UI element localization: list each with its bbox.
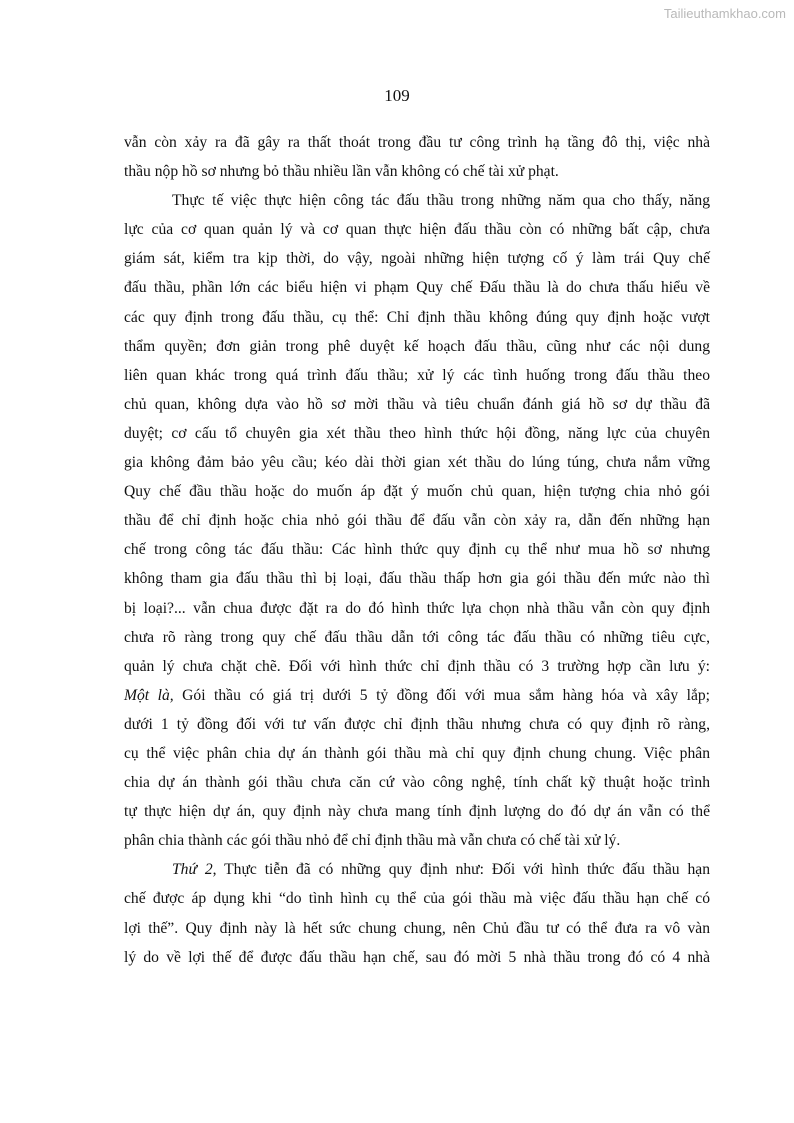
document-body — [124, 128, 710, 972]
text-line: thầu để chỉ định hoặc chia nhỏ gói thầu để đấu vẫn còn xảy ra, dẫn đến những hạn — [124, 512, 710, 530]
text-line: lực của cơ quan quản lý và cơ quan thực hiện đấu thầu còn có những bất cập, chưa — [124, 221, 710, 239]
text-line: Thực tế việc thực hiện công tác đấu thầu trong những năm qua cho thấy, năng — [172, 192, 710, 210]
page-number: 109 — [384, 86, 410, 105]
text-line — [124, 681, 710, 710]
text-line: bị loại?... vẫn chua được đặt ra do đó hình thức lựa chọn nhà thầu vẫn còn quy định — [124, 599, 710, 617]
text-line: giám sát, kiểm tra kịp thời, do vậy, ngoài những hiện tượng cố ý làm trái Quy chế — [124, 250, 710, 268]
text-line: gia không đảm bảo yêu cầu; kéo dài thời gian xét thầu do lúng túng, chưa nắm vững — [124, 454, 710, 472]
text-line: không tham gia đấu thầu thì bị loại, đấu thầu thấp hơn gia gói thầu đến mức nào thì — [124, 570, 710, 588]
text-line: đấu thầu, phần lớn các biểu hiện vi phạm Quy chế Đấu thầu là do chưa thấu hiểu về — [124, 279, 710, 297]
text-line: chế được áp dụng khi “do tình hình cụ thể của gói thầu mà việc đấu thầu hạn chế có — [124, 890, 710, 908]
text-line: cụ thể việc phân chia dự án thành gói thầu mà chỉ quy định chung chung. Việc phân — [124, 744, 710, 762]
text-line: các quy định trong đấu thầu, cụ thể: Chỉ định thầu không đúng quy định hoặc vượt — [124, 308, 710, 326]
text-line: phân chia thành các gói thầu nhỏ để chỉ định thầu mà vẫn chưa có chế tài xử lý. — [124, 832, 621, 850]
text-line: duyệt; cơ cấu tổ chuyên gia xét thầu theo hình thức hội đồng, năng lực của chuyên — [124, 424, 710, 442]
text-line: lý do về lợi thế để được đấu thầu hạn chế, sau đó mời 5 nhà thầu trong đó có 4 nhà — [124, 948, 710, 966]
text-line: lợi thế”. Quy định này là hết sức chung chung, nên Chủ đầu tư có thể đưa ra vô vàn — [124, 919, 710, 937]
text-run: , Thực tiễn đã có những quy định như: Đối với hình thức đấu thầu hạn — [212, 861, 710, 879]
text-line: tự thực hiện dự án, quy định này chưa mang tính định lượng do đó dự án vẫn có thể — [124, 803, 710, 821]
text-line: chia dự án thành gói thầu chưa căn cứ vào công nghệ, tính chất kỹ thuật hoặc trình — [124, 774, 710, 792]
text-line — [124, 855, 710, 884]
text-line: quản lý chưa chặt chẽ. Đối với hình thức chỉ định thầu có 3 trường hợp cần lưu ý: — [124, 657, 710, 675]
text-line: thẩm quyền; đơn giản trong phê duyệt kế hoạch đấu thầu, cũng như các nội dung — [124, 337, 710, 355]
text-line: chủ quan, không dựa vào hồ sơ mời thầu và tiêu chuẩn đánh giá hồ sơ dự thầu đã — [124, 395, 710, 413]
text-line: dưới 1 tỷ đồng đối với tư vấn được chỉ định thầu nhưng chưa có quy định rõ ràng, — [124, 715, 710, 733]
text-line: chưa rõ ràng trong quy chế đấu thầu dẫn tới công tác đấu thầu có những tiêu cực, — [124, 628, 710, 646]
text-line: thầu nộp hồ sơ nhưng bỏ thầu nhiều lần vẫn không có chế tài xử phạt. — [124, 163, 559, 181]
watermark: Tailieuthamkhao.com — [663, 6, 786, 21]
emphasis-text: Một là, — [124, 686, 174, 704]
emphasis-text: Thứ 2 — [172, 861, 213, 879]
text-run: Gói thầu có giá trị dưới 5 tỷ đồng đối với mua sắm hàng hóa và xây lắp; — [182, 686, 710, 704]
text-line: chế trong công tác đấu thầu: Các hình thức quy định cụ thể như mua hồ sơ nhưng — [124, 541, 710, 559]
text-line: Quy chế đầu thầu hoặc do muốn áp đặt ý muốn chủ quan, hiện tượng chia nhỏ gói — [124, 483, 710, 501]
text-line: liên quan khác trong quá trình đấu thầu; xử lý các tình huống trong đấu thầu theo — [124, 366, 710, 384]
text-line: vẫn còn xảy ra đã gây ra thất thoát trong đầu tư công trình hạ tầng đô thị, việc nhà — [124, 134, 710, 151]
